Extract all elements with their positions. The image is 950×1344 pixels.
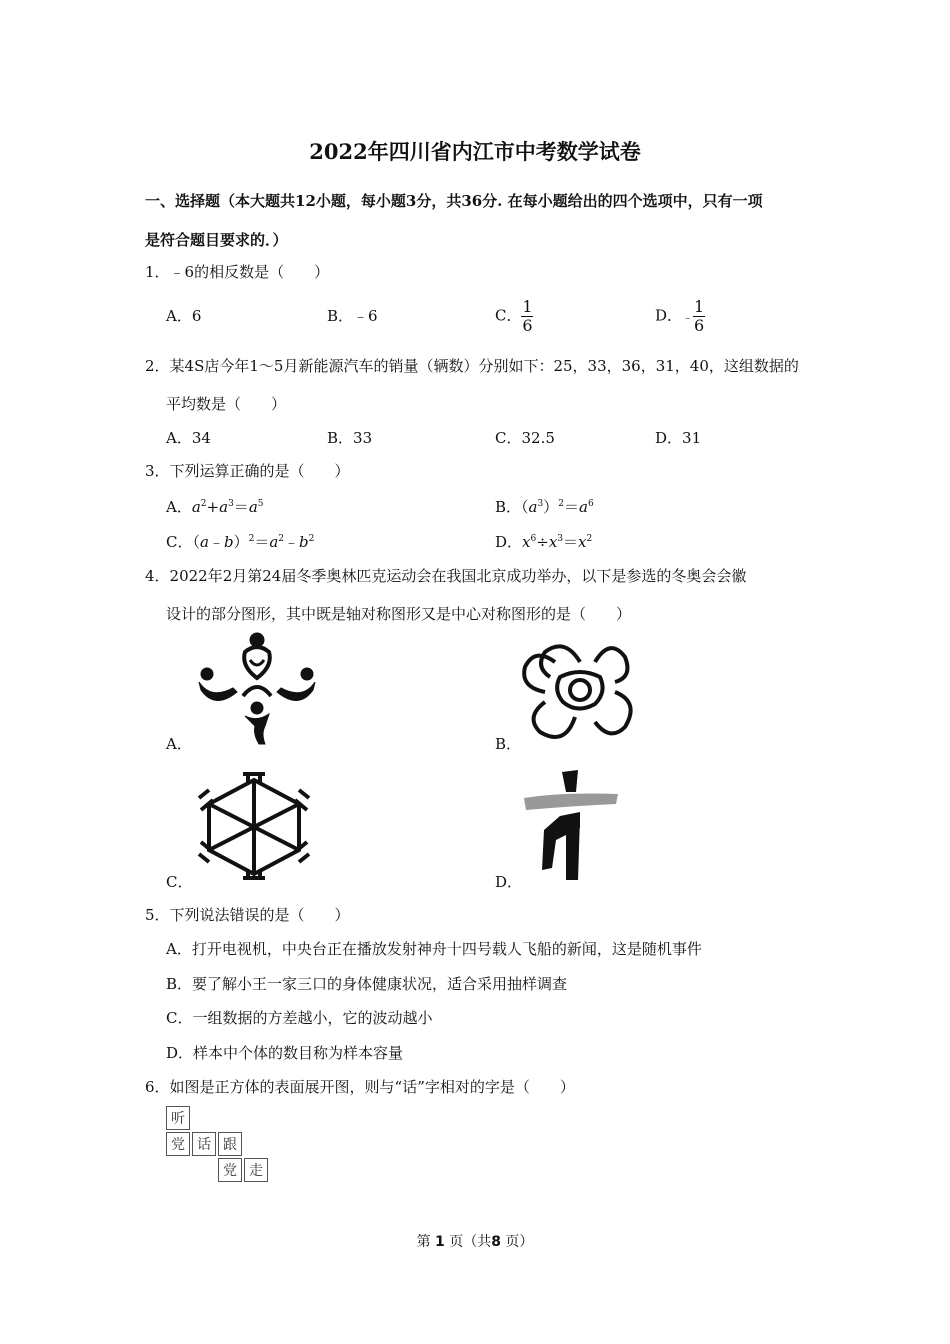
question-6-stem: 6．如图是正方体的表面展开图，则与“话”字相对的字是（ ）	[145, 1078, 575, 1096]
q2-option-c: C．32.5	[495, 429, 555, 447]
q1-d-denominator: 6	[693, 316, 705, 335]
q5-option-c: C．一组数据的方差越小，它的波动越小	[166, 1009, 433, 1027]
q3-option-c-label: C．	[166, 533, 193, 551]
net-cell-ting: 听	[166, 1106, 190, 1130]
q1-option-c-label: C．	[495, 306, 522, 325]
q1-c-numerator: 1	[522, 297, 533, 316]
question-4-stem-line1: 4．2022年2月第24届冬季奥林匹克运动会在我国北京成功举办，以下是参选的冬奥会会徽	[145, 567, 747, 585]
net-cell-dang-2: 党	[218, 1158, 242, 1182]
q3-option-d-label: D．	[495, 533, 523, 551]
question-4-stem-line2: 设计的部分图形，其中既是轴对称图形又是中心对称图形的是（ ）	[166, 605, 632, 623]
q5-option-d: D．样本中个体的数目称为样本容量	[166, 1044, 404, 1062]
q3-option-a-label: A．	[166, 498, 192, 516]
net-cell-hua: 话	[192, 1132, 216, 1156]
emblem-a-figure	[195, 630, 320, 748]
net-cell-zou: 走	[244, 1158, 268, 1182]
q3-option-c: C．$(a﹣b)^2=a^2﹣b^2$	[166, 533, 315, 551]
question-2-stem-line1: 2．某4S店今年1～5月新能源汽车的销量（辆数）分别如下：25，33，36，31，40，这组数据的	[145, 357, 799, 375]
q4-option-d-label: D．	[495, 873, 523, 891]
q2-option-d: D．31	[655, 429, 702, 447]
q3-option-b: B．$(a^3)^2=a^6$	[495, 498, 594, 516]
section-heading-line2: 是符合题目要求的．）	[145, 231, 288, 249]
q2-option-b: B．33	[327, 429, 373, 447]
question-2-stem-line2: 平均数是（ ）	[166, 395, 287, 413]
page-footer	[0, 1231, 950, 1251]
q1-option-d-label: D．	[655, 306, 683, 325]
net-cell-dang-1: 党	[166, 1132, 190, 1156]
section-heading-line1: 一、选择题（本大题共12小题，每小题3分，共36分. 在每小题给出的四个选项中，只有一项	[145, 192, 763, 210]
q5-option-b: B．要了解小王一家三口的身体健康状况，适合采用抽样调查	[166, 975, 568, 993]
page-title: 2022年四川省内江市中考数学试卷	[309, 139, 641, 164]
q1-d-sign: ﹣	[682, 310, 694, 324]
question-1-stem: 1．﹣6的相反数是（ ）	[145, 263, 330, 281]
emblem-c-figure	[195, 770, 313, 882]
q5-option-a: A．打开电视机，中央台正在播放发射神舟十四号载人飞船的新闻，这是随机事件	[166, 940, 702, 958]
question-3-stem: 3．下列运算正确的是（ ）	[145, 462, 350, 480]
q1-c-denominator: 6	[522, 316, 533, 335]
footer-page-number: 1	[435, 1234, 445, 1250]
emblem-b-figure	[515, 632, 645, 747]
q4-option-a-label: A．	[166, 735, 192, 753]
footer-total-pages: 8	[491, 1234, 501, 1250]
question-5-stem: 5．下列说法错误的是（ ）	[145, 906, 350, 924]
q3-option-d: D．$x^6\div x^3=x^2$	[495, 533, 593, 551]
net-cell-gen: 跟	[218, 1132, 242, 1156]
cube-net	[166, 1106, 276, 1186]
q3-option-b-label: B．	[495, 498, 522, 516]
q4-option-b-label: B．	[495, 735, 522, 753]
footer-prefix: 第	[416, 1234, 431, 1250]
q4-option-c-label: C．	[166, 873, 193, 891]
q1-option-a: A．6	[166, 307, 202, 325]
q1-option-c-fraction	[521, 298, 533, 335]
footer-middle: 页（共	[449, 1234, 492, 1250]
q1-option-b: B．﹣6	[327, 307, 378, 325]
q2-option-a: A．34	[166, 429, 211, 447]
q1-d-numerator: 1	[693, 297, 705, 316]
q1-option-d	[655, 298, 705, 335]
q1-option-d-fraction	[693, 298, 705, 335]
emblem-d-figure	[522, 768, 620, 884]
q1-option-c	[495, 298, 533, 335]
footer-suffix: 页）	[505, 1234, 534, 1250]
q3-option-a: A．$a^2+a^3=a^5$	[166, 498, 264, 516]
